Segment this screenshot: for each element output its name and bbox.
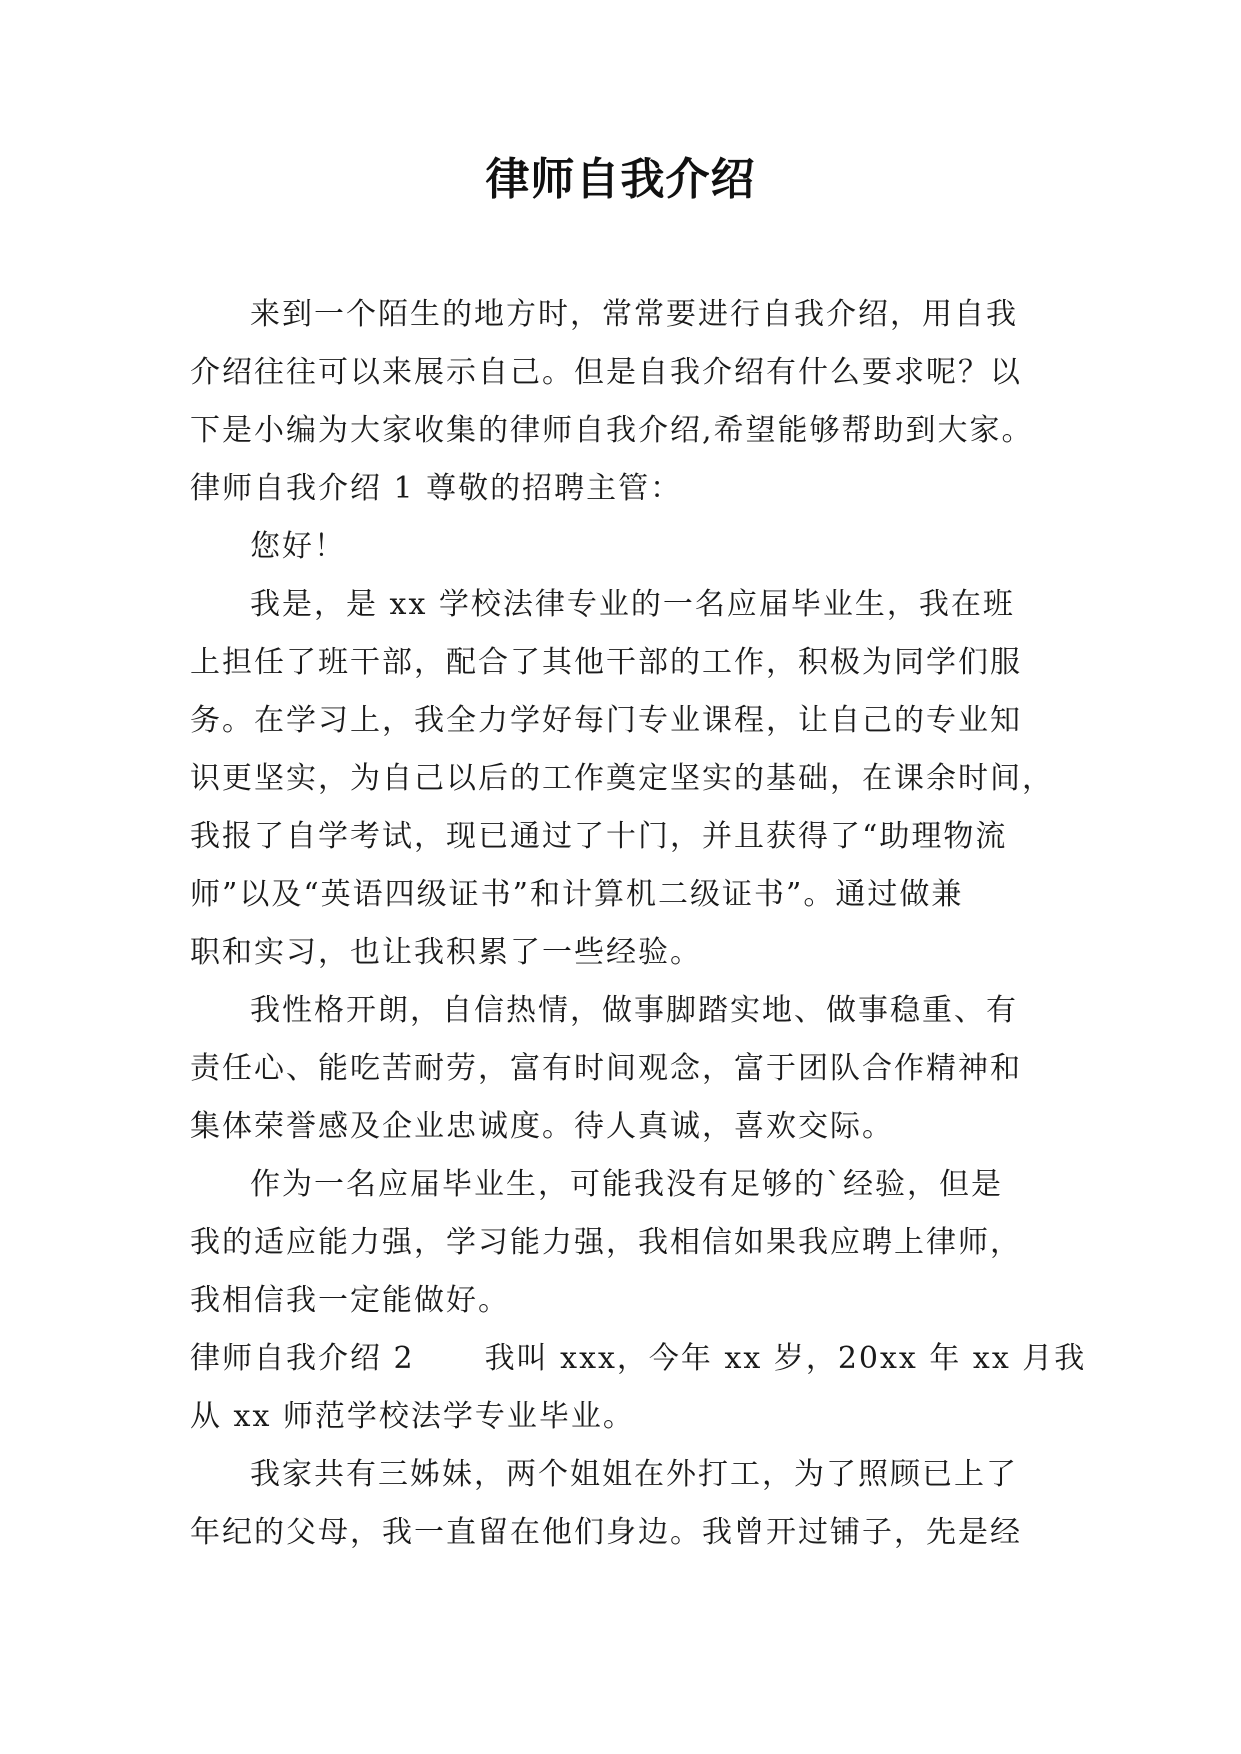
- text-line: 我相信我一定能做好。: [190, 1283, 510, 1318]
- text-line: 师”以及“英语四级证书”和计算机二级证书”。通过做兼: [190, 877, 964, 912]
- text-line: 下是小编为大家收集的律师自我介绍,希望能够帮助到大家。: [190, 413, 1034, 448]
- text-line: 从 xx 师范学校法学专业毕业。: [190, 1399, 635, 1434]
- text-line: 我家共有三姊妹，两个姐姐在外打工，为了照顾已上了: [250, 1457, 1018, 1492]
- text-line: 责任心、能吃苦耐劳，富有时间观念，富于团队合作精神和: [190, 1051, 1022, 1086]
- text-line: 务。在学习上，我全力学好每门专业课程，让自己的专业知: [190, 703, 1022, 738]
- text-line: 来到一个陌生的地方时，常常要进行自我介绍，用自我: [250, 297, 1018, 332]
- text-line: 我的适应能力强，学习能力强，我相信如果我应聘上律师，: [190, 1225, 1022, 1260]
- document-body: [190, 286, 1087, 1562]
- text-line: 识更坚实，为自己以后的工作奠定坚实的基础，在课余时间，: [190, 761, 1054, 796]
- text-line: 律师自我介绍 1 尊敬的招聘主管：: [190, 471, 683, 506]
- text-line: 我报了自学考试，现已通过了十门，并且获得了“助理物流: [190, 819, 1008, 854]
- section-heading: 律师自我介绍 2: [190, 1341, 415, 1376]
- text-line: 集体荣誉感及企业忠诚度。待人真诚，喜欢交际。: [190, 1109, 894, 1144]
- text-span: 我叫 xxx，今年 xx 岁，20xx 年 xx 月我: [484, 1341, 1087, 1376]
- text-line: 您好！: [250, 529, 346, 564]
- text-line: 作为一名应届毕业生，可能我没有足够的`经验，但是: [250, 1167, 1003, 1202]
- text-line: 年纪的父母，我一直留在他们身边。我曾开过铺子，先是经: [190, 1515, 1022, 1550]
- text-line: 我性格开朗，自信热情，做事脚踏实地、做事稳重、有: [250, 993, 1018, 1028]
- text-line: 职和实习，也让我积累了一些经验。: [190, 935, 702, 970]
- text-line: [190, 1330, 1087, 1388]
- document-title: 律师自我介绍: [485, 154, 756, 205]
- text-line: 我是，是 xx 学校法律专业的一名应届毕业生，我在班: [250, 587, 1015, 622]
- text-line: 上担任了班干部，配合了其他干部的工作，积极为同学们服: [190, 645, 1022, 680]
- text-line: 介绍往往可以来展示自己。但是自我介绍有什么要求呢？以: [190, 355, 1022, 390]
